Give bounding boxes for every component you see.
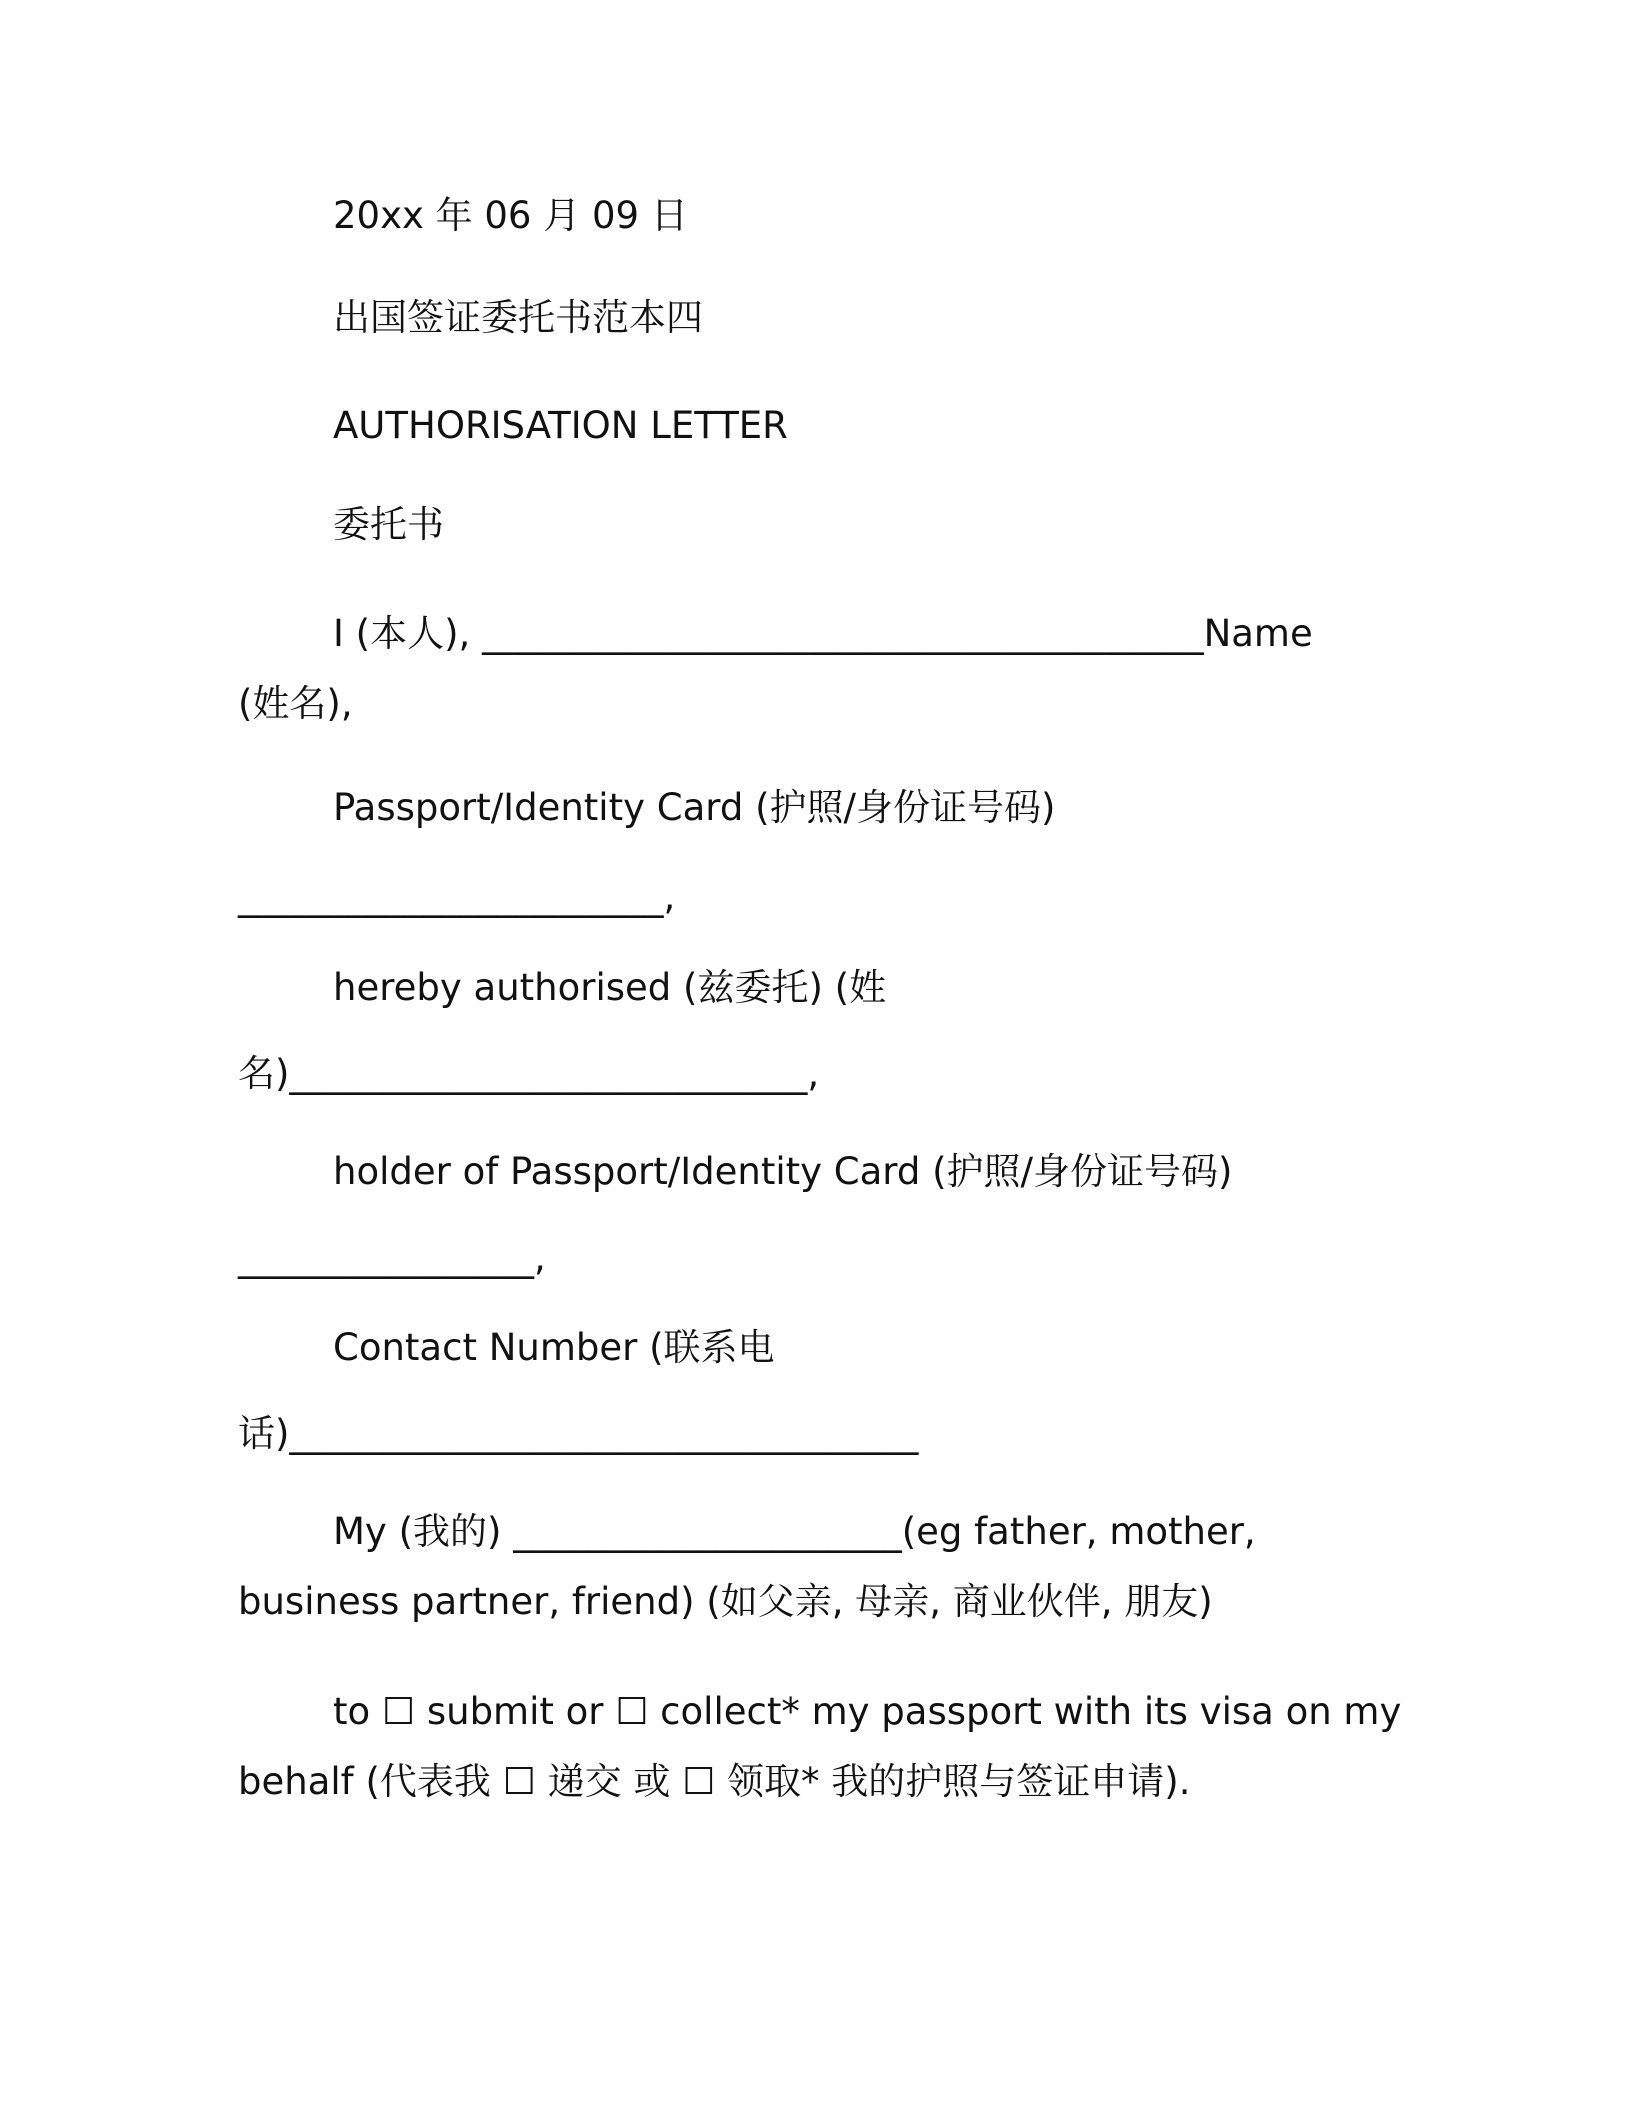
passport-label: Passport/Identity Card (护照/身份证号码) bbox=[333, 786, 1056, 829]
passport-blank: _______________________, bbox=[238, 875, 676, 918]
relation-line: My (我的) _____________________(eg father, mother, bbox=[333, 1510, 1256, 1553]
contact-number-label: Contact Number (联系电 bbox=[333, 1326, 775, 1369]
purpose-line-cont: behalf (代表我 ☐ 递交 或 ☐ 领取* 我的护照与签证申请). bbox=[238, 1760, 1191, 1803]
holder-passport-blank: ________________, bbox=[238, 1236, 546, 1279]
authorised-name-blank: 名)____________________________, bbox=[238, 1052, 820, 1095]
heading-en: AUTHORISATION LETTER bbox=[333, 404, 788, 447]
heading-cn: 委托书 bbox=[333, 503, 444, 546]
name-line: I (本人), _______________________________________Name bbox=[333, 612, 1313, 655]
authorised-line: hereby authorised (兹委托) (姓 bbox=[333, 966, 887, 1009]
holder-passport-label: holder of Passport/Identity Card (护照/身份证号码) bbox=[333, 1150, 1233, 1193]
letter-date: 20xx 年 06 月 09 日 bbox=[333, 194, 688, 237]
contact-number-blank: 话)__________________________________ bbox=[238, 1412, 919, 1455]
name-line-cont: (姓名), bbox=[238, 682, 353, 725]
purpose-line: to ☐ submit or ☐ collect* my passport with its visa on my bbox=[333, 1690, 1402, 1733]
document-title-cn: 出国签证委托书范本四 bbox=[333, 296, 703, 339]
relation-examples: business partner, friend) (如父亲, 母亲, 商业伙伴, 朋友) bbox=[238, 1580, 1213, 1623]
